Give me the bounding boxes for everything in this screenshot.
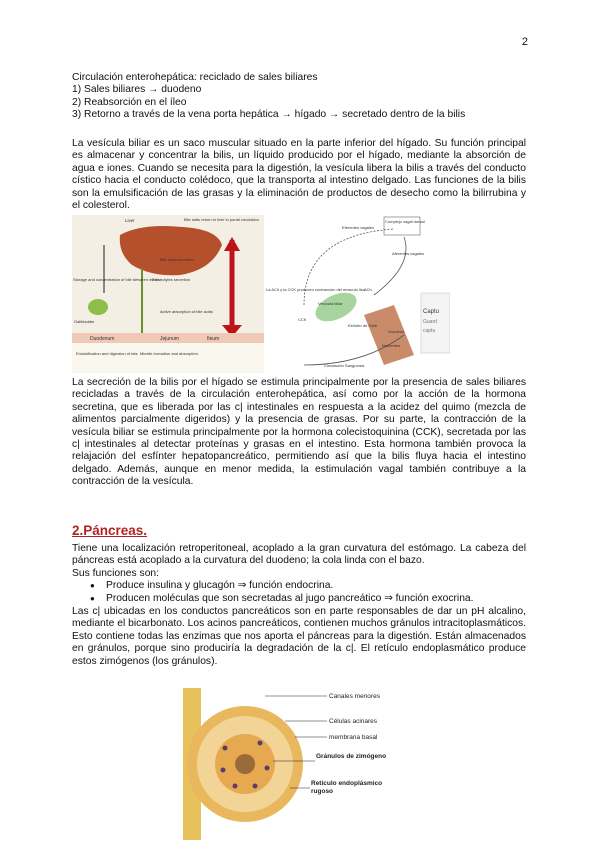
storage-label: Storage and concentration of bile between meals [73,277,160,282]
circulation-step: 1) Sales biliares → duodeno [72,84,202,96]
pancreas-intro [72,543,526,605]
gallbladder-label: Vesícula biliar [318,301,343,306]
bile-acids-label: Bile acids secreted [160,257,194,262]
acinus-diagram [175,688,390,840]
afferents-label: Aferentes vagales [392,251,425,256]
capture-text: Captu [423,309,440,315]
pancreas-paragraph: Las c| ubicadas en los conductos pancreáticos son en parte responsables de dar un pH alcalino, mediante el bicarbonato. Los acinos pancreáticos, contienen muchos gránulos intracitoplasmáticos. Esto contiene todas las enzimas que nos aporta el páncreas para la digestión. Están almacenados en gránulos, porque sino produciría la degradación de la c|. El retículo endoplasmático produce estos zimógenos (los gránulos). [72,606,526,667]
circulation-step: 2) Reabsorción en el íleo [72,96,187,108]
ach-label: ACh [364,287,372,292]
emulsification-label: Emulsification and digestion of fats [76,351,138,356]
cck-label: CCK [298,317,307,322]
membrana-label: membrana basal [329,734,378,741]
blood-label: Circulación Sanguínea [324,363,365,368]
bile-secretion-paragraph: La secreción de la bilis por el hígado se estimula principalmente por la presencia de sales biliares recicladas a través de la circulación enterohepática, así como por la acción de la hormona secretina, que es liberada por las c| intestinales en respuesta a la acidez del quimo (mezcla de alimentos parcialmente digeridos) y la presencia de grasas. Por su parte, la contracción de la vesícula biliar se estimula principalmente por la hormona colecistoquinina (CCK), secretada por las c| intestinales al detectar proteínas y grasas en el intestino. Esta hormona también provoca la relajación del esfínter hepatopancreático, permitiendo así que la bilis fluya hacia el intestino delgado. Además, aunque en menor medida, la estimulación vagal también contribuye a la contracción de la vesícula. [72,377,526,488]
ileum-label: Ileum [207,336,220,342]
list-item: ● Produce insulina y glucagón ⇒ función endocrina. [72,580,526,592]
nutrients-label: Nutrientes [382,343,401,348]
circulation-step: 3) Retorno a través de la vena porta hepática → hígado → secretado dentro de la bilis [72,109,466,121]
intestine-label-area [72,343,264,373]
circulation-title: Circulación enterohepática: reciclado de sales biliares [72,72,318,83]
page-number: 2 [521,36,528,48]
vagal-efferents-label: Eferentes vagales [342,225,375,230]
functions-list [72,580,526,605]
ach-cck-label: La ACh y la CCK producen contracción del músculo liso [266,287,365,292]
gallbladder-regulation-diagram [264,215,450,373]
micelle-label: Micelle formation and absorption [140,351,198,356]
liver-label: Liver [125,218,135,223]
gallbladder-label: Gallbladder [74,319,95,324]
active-absorption-label: Active absorption of bile acids [160,309,213,314]
bile-return-label: Bile salts return to liver in portal circulation [184,217,259,222]
gallbladder-paragraph: La vesícula biliar es un saco muscular situado en la parte inferior del hígado. Su función principal es almacenar y concentrar la bilis, un líquido producido por el hígado, mediante la absorción de agua e iones. Cuando se necesita para la digestión, la vesícula libera la bilis a través del conducto cístico hacia el conducto colédoco, que la transporta al intestino delgado. Las funciones de la bilis son la emulsificación de las grasas y la eliminación de productos de desecho como la bilirrubina y el colesterol. [72,138,526,212]
acinus-lumen [235,754,255,774]
jejunum-label: Jejunum [160,336,179,342]
section-heading: 2.Páncreas. [72,523,148,538]
duodenum-label: Duodenum [90,336,115,342]
reticulo-label: Retículo endoplásmico rugoso [311,780,383,795]
capture-text: Guard [423,319,437,325]
sphincter-label: Esfínter de Oddi [348,323,377,328]
granulos-label: Gránulos de zimógeno [316,753,387,760]
functions-intro: Sus funciones son: [72,567,160,579]
electrolytes-label: Electrolytes secretion [152,277,191,282]
duodenum-label: Duodeno [388,329,405,334]
list-item: ● Producen moléculas que son secretadas al jugo pancreático ⇒ función exocrina. [72,593,526,605]
celulas-label: Células acinares [329,718,378,725]
canales-label: Canales menores [329,693,380,700]
circulation-section [72,72,526,122]
gallbladder-shape [88,299,108,315]
enterohepatic-diagram [72,215,264,373]
capture-text: captu [423,328,436,334]
vagal-label: Complejo vagal dorsal [385,219,425,224]
pancreas-intro-text: Tiene una localización retroperitoneal, acoplado a la gran curvatura del estómago. La cabeza del páncreas está acoplado a la curvatura del duodeno; la cola linda con el bazo. [72,543,526,567]
